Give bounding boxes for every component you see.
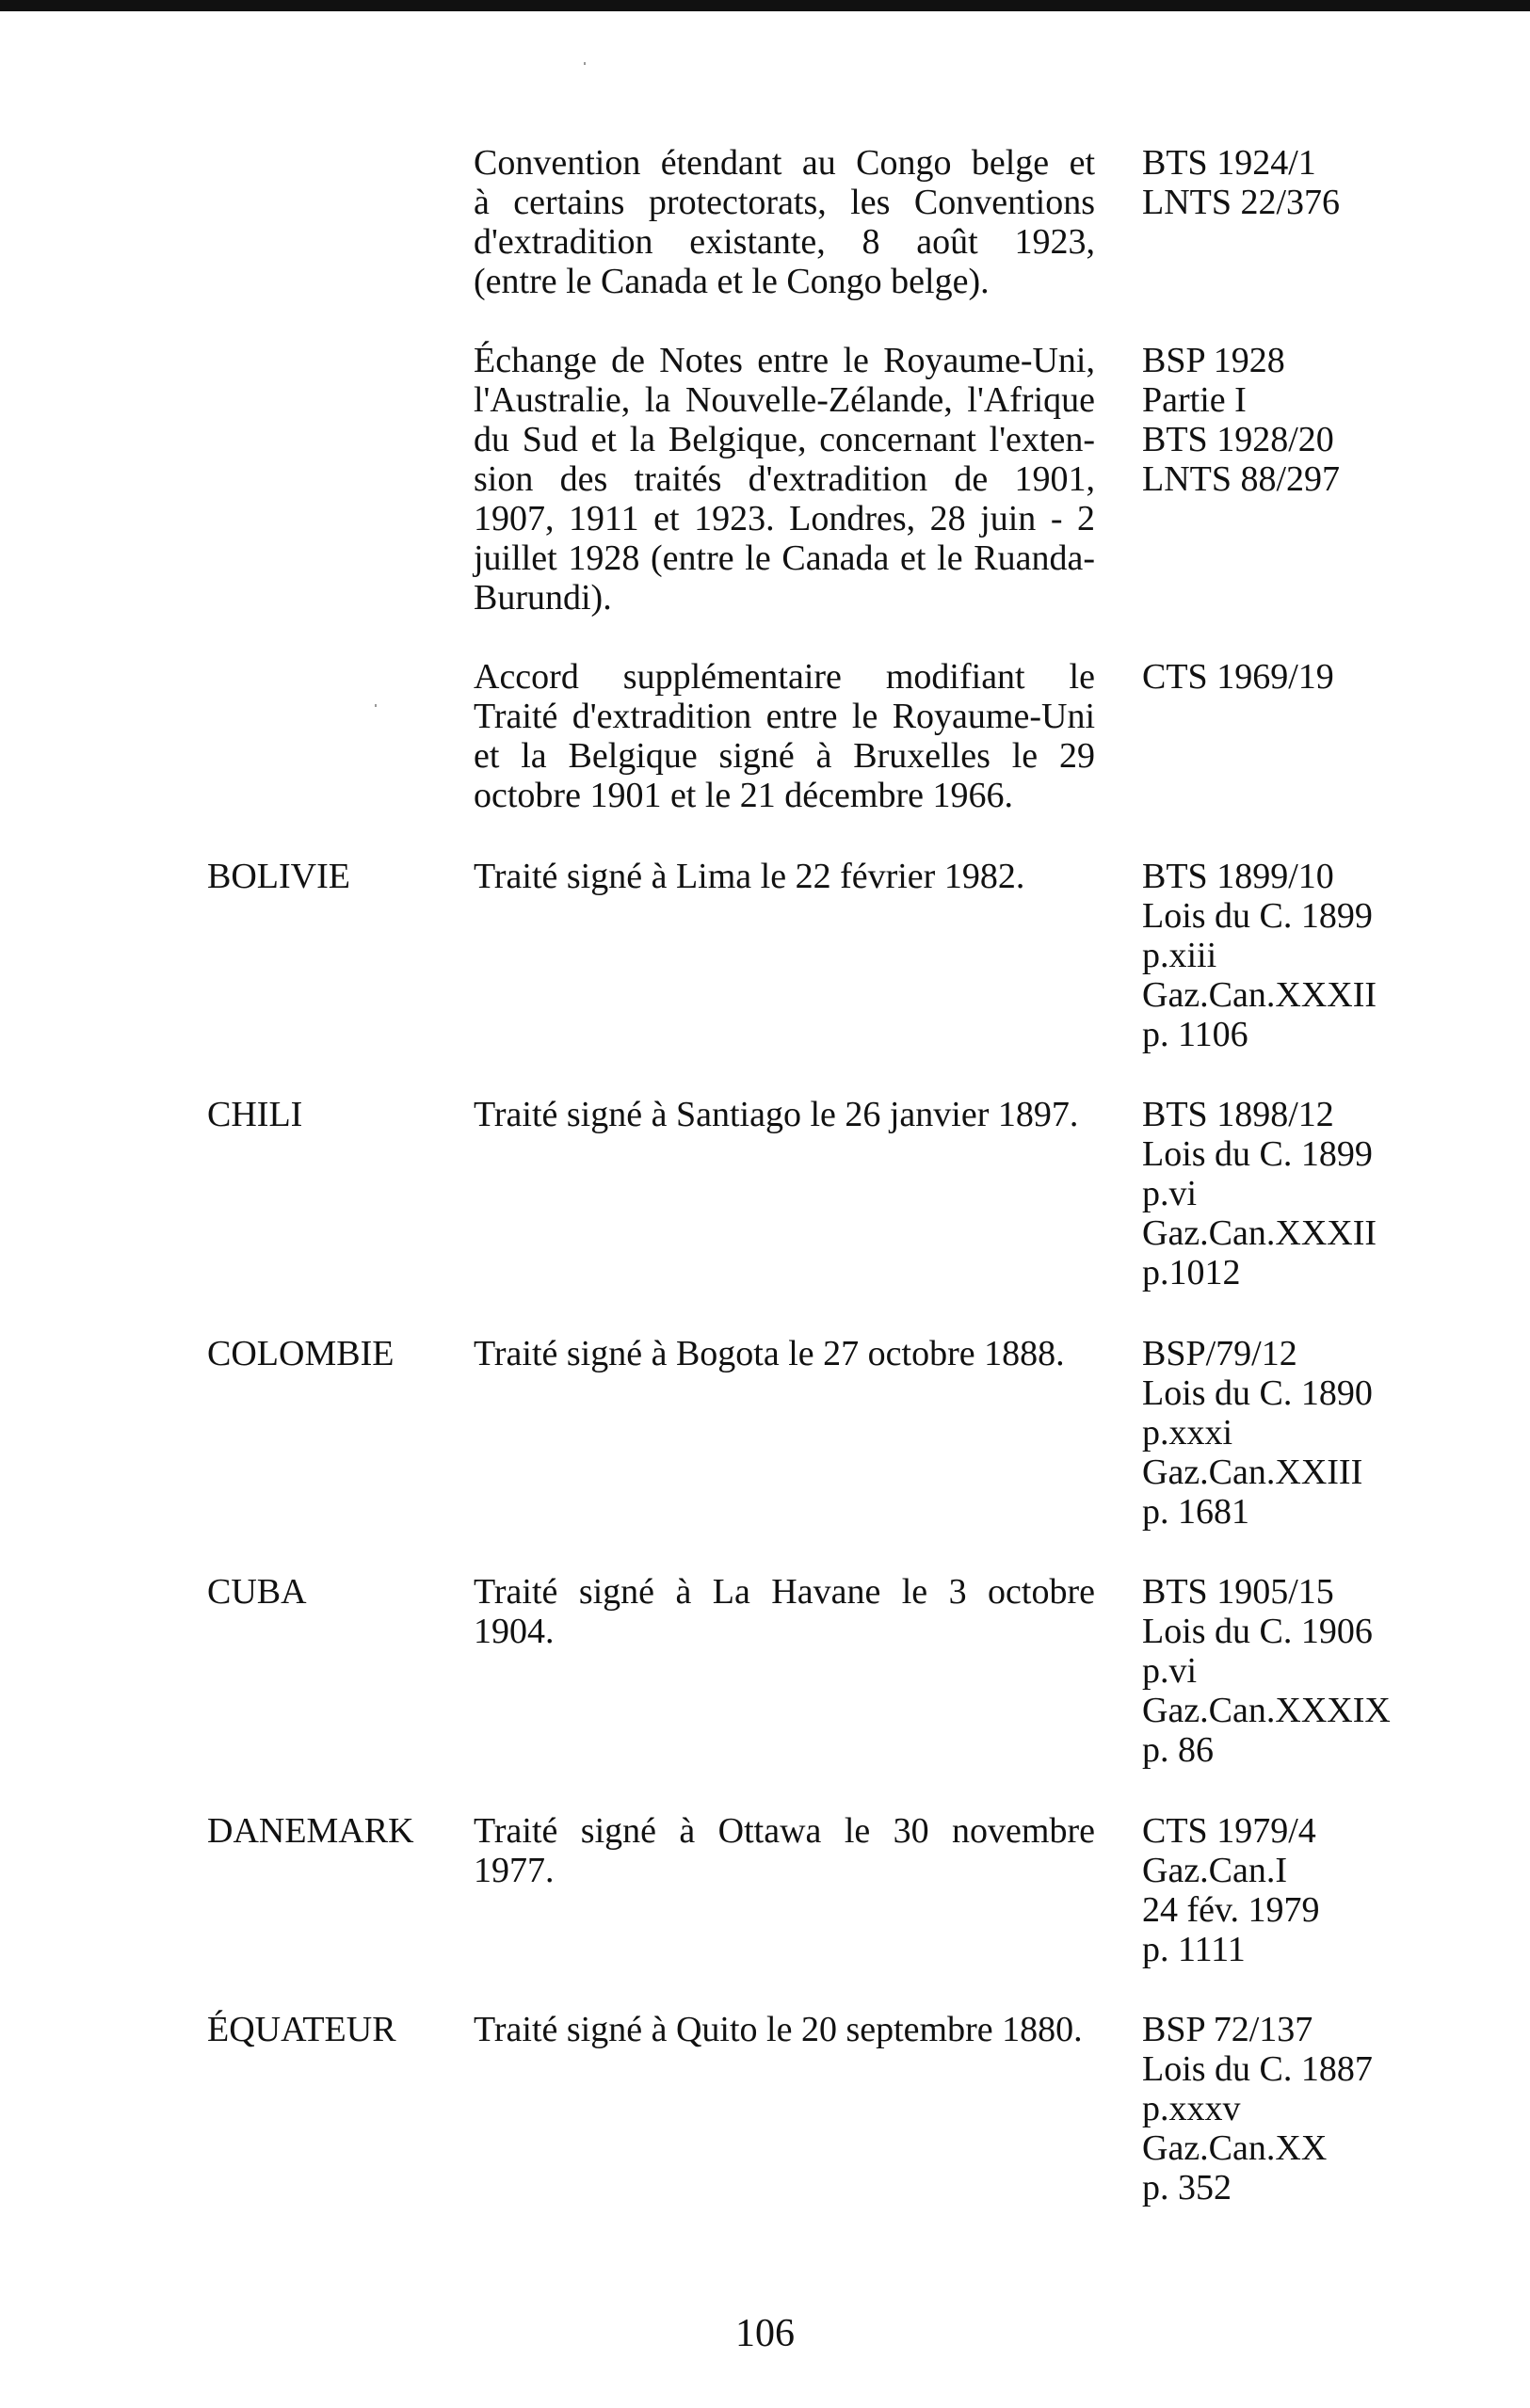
country-name: BOLIVIE (207, 857, 350, 896)
reference-line: Lois du C. 1906 (1142, 1612, 1373, 1651)
reference-line: p.xxxi (1142, 1413, 1233, 1453)
reference-line: CTS 1979/4 (1142, 1811, 1316, 1851)
reference-line: Lois du C. 1890 (1142, 1373, 1373, 1413)
treaty-references (1142, 857, 1500, 1054)
reference-line: p. 1106 (1142, 1015, 1248, 1054)
treaty-description (474, 1811, 1095, 1890)
treaty-description (474, 143, 1095, 301)
reference-line: Gaz.Can.XXXII (1142, 1213, 1377, 1253)
treaty-references (1142, 1572, 1500, 1770)
treaty-description (474, 1334, 1095, 1373)
description-line: juillet 1928 (entre le Canada et le Ruanda- (474, 538, 1095, 578)
treaty-references (1142, 143, 1500, 222)
description-line: Traité signé à Ottawa le 30 novembre (474, 1811, 1095, 1851)
description-line: Convention étendant au Congo belge et (474, 143, 1095, 183)
reference-line: Lois du C. 1899 (1142, 896, 1373, 936)
reference-line: LNTS 22/376 (1142, 183, 1341, 222)
reference-line: p. 352 (1142, 2168, 1232, 2207)
reference-line: Gaz.Can.I (1142, 1851, 1288, 1890)
reference-line: LNTS 88/297 (1142, 459, 1341, 499)
description-line: et la Belgique signé à Bruxelles le 29 (474, 736, 1095, 776)
reference-line: BTS 1928/20 (1142, 420, 1334, 459)
reference-line: Lois du C. 1887 (1142, 2049, 1373, 2089)
scan-speck (584, 62, 586, 65)
description-line: Traité signé à Bogota le 27 octobre 1888. (474, 1334, 1065, 1373)
page-number: 106 (735, 2312, 795, 2355)
description-line: Traité signé à Santiago le 26 janvier 1897. (474, 1095, 1079, 1134)
description-line: 1977. (474, 1851, 555, 1890)
treaty-description (474, 657, 1095, 815)
description-line: (entre le Canada et le Congo belge). (474, 262, 990, 301)
reference-line: p. 1111 (1142, 1930, 1246, 1969)
description-line: octobre 1901 et le 21 décembre 1966. (474, 776, 1013, 815)
description-line: Traité d'extradition entre le Royaume-Uni (474, 697, 1095, 736)
description-line: à certains protectorats, les Conventions (474, 183, 1095, 222)
country-name: CHILI (207, 1095, 303, 1134)
description-line: Accord supplémentaire modifiant le (474, 657, 1095, 697)
reference-line: BSP 72/137 (1142, 2010, 1313, 2049)
treaty-description (474, 1572, 1095, 1651)
reference-line: Gaz.Can.XXXII (1142, 975, 1377, 1015)
description-line: sion des traités d'extradition de 1901, (474, 459, 1095, 499)
description-line: 1904. (474, 1612, 555, 1651)
description-line: l'Australie, la Nouvelle-Zélande, l'Afrique (474, 380, 1095, 420)
country-name: DANEMARK (207, 1811, 414, 1851)
reference-line: Gaz.Can.XXXIX (1142, 1691, 1391, 1730)
reference-line: BTS 1899/10 (1142, 857, 1334, 896)
description-line: 1907, 1911 et 1923. Londres, 28 juin - 2 (474, 499, 1095, 538)
treaty-references (1142, 2010, 1500, 2207)
reference-line: BSP 1928 (1142, 341, 1285, 380)
reference-line: Gaz.Can.XXIII (1142, 1453, 1363, 1492)
reference-line: p. 1681 (1142, 1492, 1249, 1532)
reference-line: p.vi (1142, 1174, 1198, 1213)
treaty-references (1142, 657, 1500, 697)
description-line: Échange de Notes entre le Royaume-Uni, (474, 341, 1095, 380)
reference-line: p.xxxv (1142, 2089, 1241, 2128)
treaty-references (1142, 341, 1500, 499)
reference-line: CTS 1969/19 (1142, 657, 1334, 697)
description-line: d'extradition existante, 8 août 1923, (474, 222, 1095, 262)
description-line: Traité signé à Quito le 20 septembre 1880. (474, 2010, 1083, 2049)
reference-line: Partie I (1142, 380, 1247, 420)
treaty-references (1142, 1811, 1500, 1969)
reference-line: p.1012 (1142, 1253, 1241, 1292)
country-name: COLOMBIE (207, 1334, 395, 1373)
treaty-description (474, 1095, 1095, 1134)
reference-line: BTS 1924/1 (1142, 143, 1316, 183)
treaty-references (1142, 1095, 1500, 1292)
scan-speck (375, 704, 377, 707)
reference-line: BTS 1898/12 (1142, 1095, 1334, 1134)
country-name: CUBA (207, 1572, 307, 1612)
country-name: ÉQUATEUR (207, 2010, 396, 2049)
treaty-description (474, 2010, 1095, 2049)
reference-line: BSP/79/12 (1142, 1334, 1297, 1373)
reference-line: p.xiii (1142, 936, 1217, 975)
description-line: du Sud et la Belgique, concernant l'exten- (474, 420, 1095, 459)
description-line: Traité signé à Lima le 22 février 1982. (474, 857, 1025, 896)
description-line: Traité signé à La Havane le 3 octobre (474, 1572, 1095, 1612)
treaty-description (474, 857, 1095, 896)
reference-line: BTS 1905/15 (1142, 1572, 1334, 1612)
treaty-description (474, 341, 1095, 618)
treaty-references (1142, 1334, 1500, 1532)
description-line: Burundi). (474, 578, 612, 618)
reference-line: p.vi (1142, 1651, 1198, 1691)
reference-line: 24 fév. 1979 (1142, 1890, 1320, 1930)
reference-line: Gaz.Can.XX (1142, 2128, 1328, 2168)
reference-line: Lois du C. 1899 (1142, 1134, 1373, 1174)
reference-line: p. 86 (1142, 1730, 1214, 1770)
